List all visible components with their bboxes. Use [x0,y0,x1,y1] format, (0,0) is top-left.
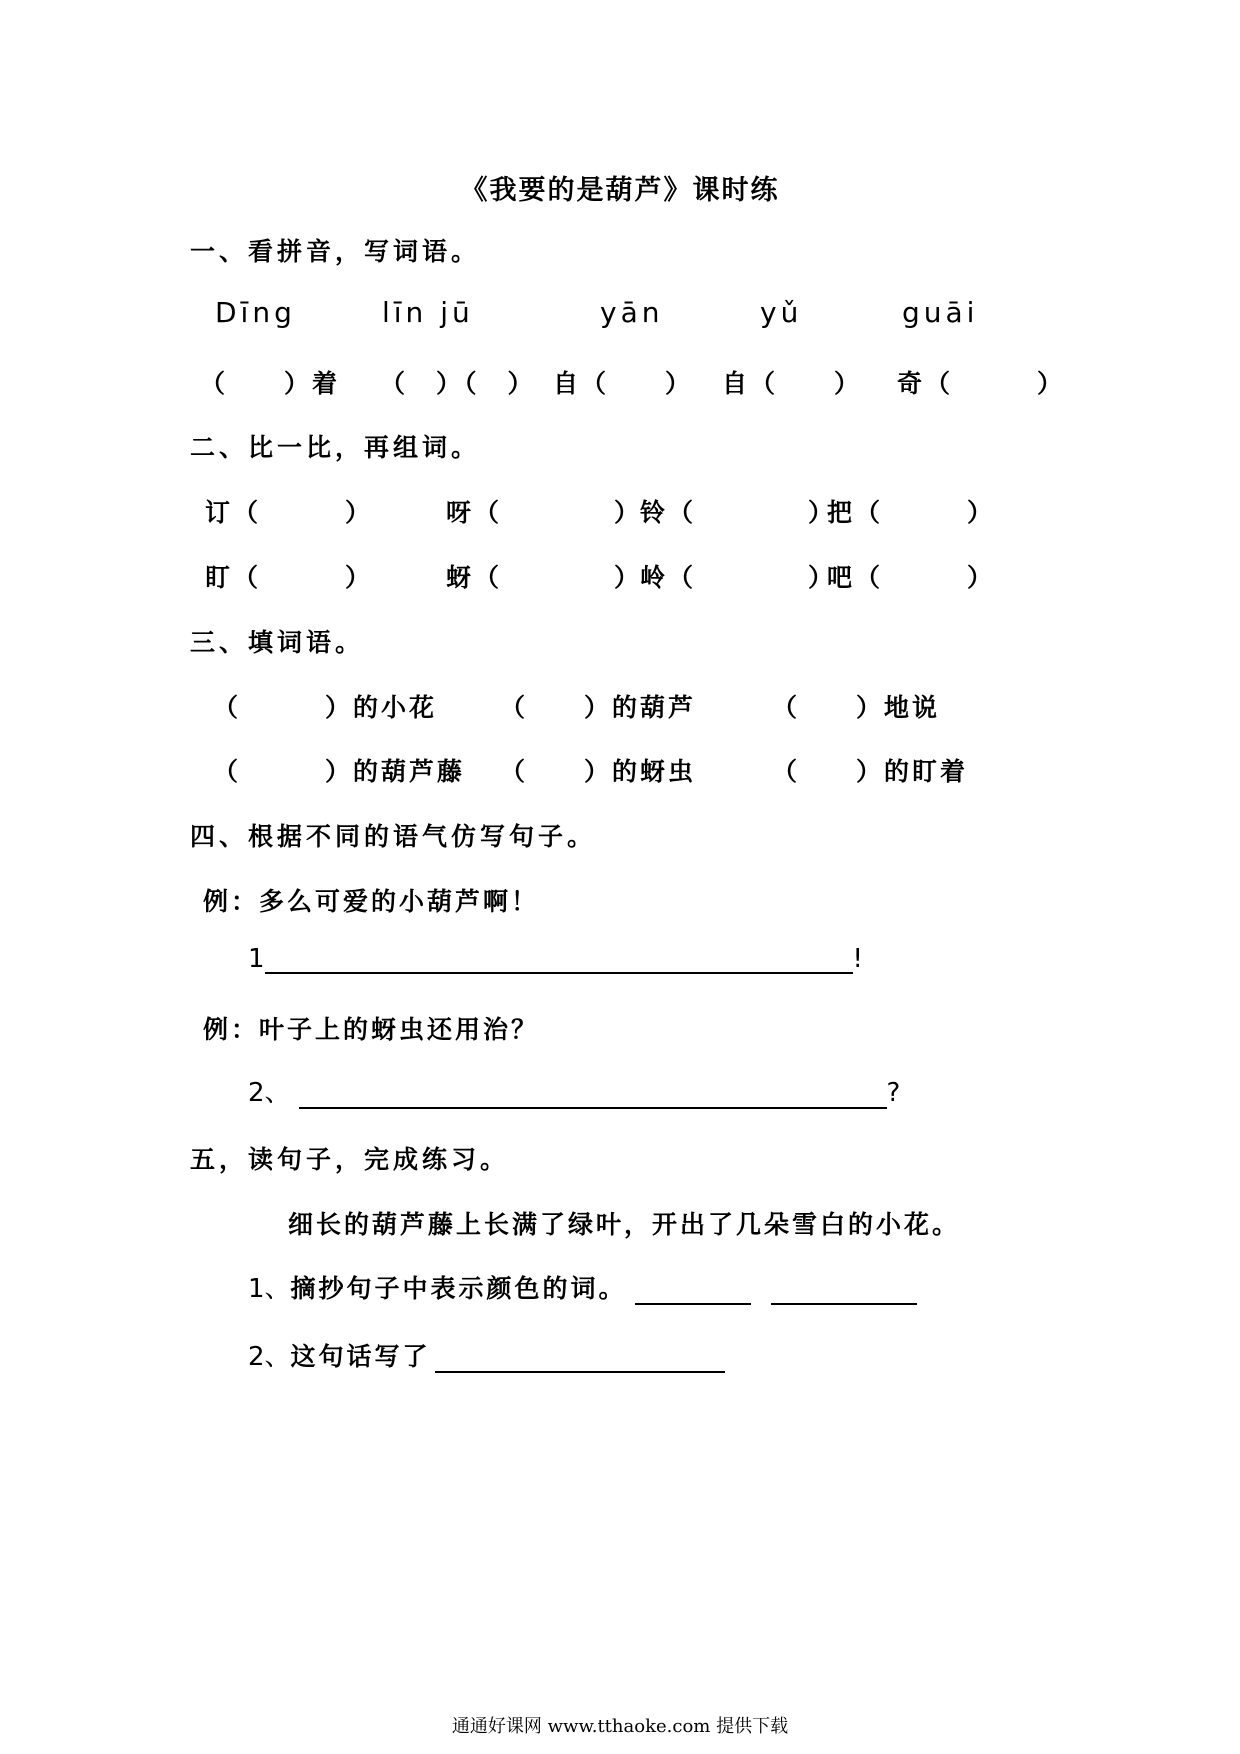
compare-word-2[interactable]: 呀（ ） [446,498,643,527]
answer-line-2-row [248,1072,900,1109]
compare-word-4[interactable]: 把（ ） [827,498,996,527]
answer-line-2-end: ? [886,1078,901,1108]
reading-sentence: 细长的葫芦藤上长满了绿叶，开出了几朵雪白的小花。 [288,1210,961,1239]
fill-phrase-5[interactable]: （ ）的蚜虫 [500,757,697,786]
answer-line-1-row [248,944,863,974]
fill-phrase-4[interactable]: （ ）的葫芦藤 [213,757,466,786]
page-title: 《我要的是葫芦》课时练 [460,175,780,206]
question-1-answer-a[interactable] [635,1275,751,1305]
footer-credit: 通通好课网 www.tthaoke.com 提供下载 [451,1716,789,1737]
section3-heading: 三、填词语。 [190,628,365,657]
compare-word-5[interactable]: 盯（ ） [205,563,374,592]
section5-heading: 五，读句子，完成练习。 [190,1145,510,1174]
compare-word-3[interactable]: 铃（ ） [640,498,837,527]
word-blank-5[interactable]: 奇（ ） [897,369,1066,398]
question-2-number: 2、 [248,1342,291,1372]
word-blank-1[interactable]: （ ）着 [200,369,341,398]
question-1-row [248,1268,917,1305]
example-sentence-2: 例：叶子上的蚜虫还用治？ [203,1015,540,1044]
answer-line-2[interactable] [299,1079,887,1109]
example-sentence-1: 例：多么可爱的小葫芦啊！ [203,887,540,916]
section4-heading: 四、根据不同的语气仿写句子。 [190,822,597,851]
pinyin-2: līn jū [382,296,474,329]
compare-word-8[interactable]: 吧（ ） [827,563,996,592]
question-1-answer-b[interactable] [771,1275,917,1305]
word-blank-2[interactable]: （ ）（ ） [380,369,536,398]
word-blank-3[interactable]: 自（ ） [553,369,694,398]
pinyin-5: guāi [902,296,979,329]
pinyin-3: yān [600,296,664,329]
section1-heading: 一、看拼音，写词语。 [190,237,481,266]
fill-phrase-3[interactable]: （ ）地说 [772,693,941,722]
pinyin-1: Dīng [215,296,296,329]
fill-phrase-2[interactable]: （ ）的葫芦 [500,693,697,722]
compare-word-6[interactable]: 蚜（ ） [446,563,643,592]
question-2-answer[interactable] [435,1343,725,1373]
answer-line-2-number: 2、 [248,1078,291,1108]
answer-line-1[interactable] [265,944,853,974]
fill-phrase-6[interactable]: （ ）的盯着 [772,757,969,786]
question-2-row [248,1336,725,1373]
answer-line-1-number: 1 [248,944,265,974]
pinyin-4: yǔ [760,296,803,329]
fill-phrase-1[interactable]: （ ）的小花 [213,693,438,722]
compare-word-1[interactable]: 订（ ） [205,498,374,527]
word-blank-4[interactable]: 自（ ） [722,369,863,398]
question-1-number: 1、 [248,1274,291,1304]
section2-heading: 二、比一比，再组词。 [190,433,481,462]
answer-line-1-end: ! [852,944,863,974]
compare-word-7[interactable]: 岭（ ） [640,563,837,592]
question-1-text: 摘抄句子中表示颜色的词。 [290,1274,627,1303]
question-2-text: 这句话写了 [290,1342,431,1371]
